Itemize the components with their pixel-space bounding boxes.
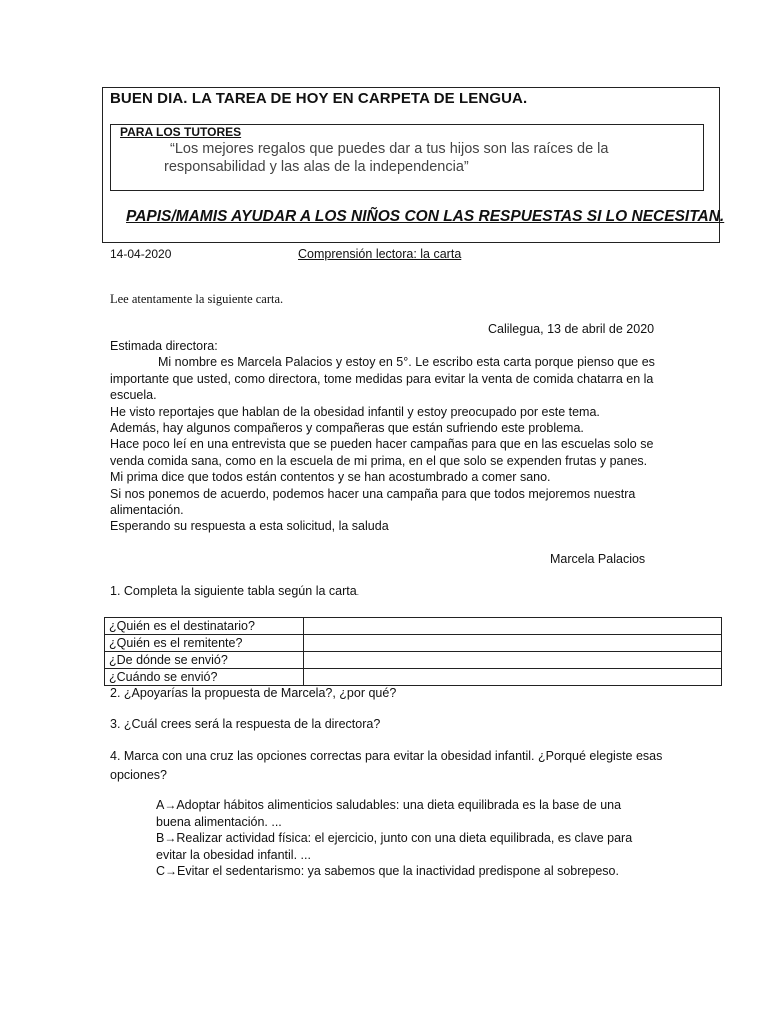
table-question: ¿De dónde se envió? (105, 652, 304, 669)
letter-paragraph: Mi prima dice que todos están contentos y se han acostumbrado a comer sano. (110, 470, 551, 485)
page-title: BUEN DIA. LA TAREA DE HOY EN CARPETA DE LENGUA. (110, 90, 528, 107)
option-text: Realizar actividad física: el ejercicio, junto con una dieta equilibrada, es clave para evitar la obesidad infantil. ... (156, 831, 633, 862)
letter-signature: Marcela Palacios (550, 552, 646, 566)
tutors-quote (164, 140, 684, 176)
table-answer-cell[interactable] (304, 652, 722, 669)
option-text: Evitar el sedentarismo: ya sabemos que la inactividad predispone al sobrepeso. (177, 864, 619, 878)
table-row (105, 669, 722, 686)
table-answer-cell[interactable] (304, 635, 722, 652)
quote-line-1: “Los mejores regalos que puedes dar a tus hijos son las raíces de la (170, 141, 609, 157)
options-list (156, 797, 656, 880)
question-1 (110, 584, 359, 598)
arrow-right-icon: → (165, 864, 178, 878)
option-letter: C (156, 864, 166, 878)
table-question: ¿Cuándo se envió? (105, 669, 304, 686)
table-answer-cell[interactable] (304, 618, 722, 635)
table-question: ¿Quién es el remitente? (105, 635, 304, 652)
letter-paragraph: Mi nombre es Marcela Palacios y estoy en 5°. Le escribo esta carta porque pienso que es importante que usted, como directora, tome medidas para evitar la venta de comida chatarra en la escuela. (110, 355, 655, 403)
date: 14-04-2020 (110, 247, 172, 261)
option-a (156, 797, 656, 830)
instruction: Lee atentamente la siguiente carta. (110, 292, 284, 306)
option-letter: A (156, 798, 165, 812)
table-answer-cell[interactable] (304, 669, 722, 686)
table-question: ¿Quién es el destinatario? (105, 618, 304, 635)
option-text: Adoptar hábitos alimenticios saludables: una dieta equilibrada es la base de una buena alimentación. ... (156, 798, 622, 829)
table-row (105, 635, 722, 652)
letter-greeting: Estimada directora: (110, 339, 218, 353)
answer-table (104, 617, 722, 686)
tutors-label: PARA LOS TUTORES (120, 125, 242, 139)
letter-paragraph: Además, hay algunos compañeros y compañeras que están sufriendo este problema. (110, 421, 584, 436)
parents-note: PAPIS/MAMIS AYUDAR A LOS NIÑOS CON LAS RESPUESTAS SI LO NECESITAN. (126, 208, 725, 225)
letter-paragraph: Esperando su respuesta a esta solicitud, la saluda (110, 519, 389, 534)
letter-paragraph: Si nos ponemos de acuerdo, podemos hacer una campaña para que todos mejoremos nuestra alimentación. (110, 486, 636, 518)
arrow-right-icon: → (164, 798, 177, 812)
option-b (156, 830, 656, 863)
letter-place-date: Calilegua, 13 de abril de 2020 (488, 322, 655, 336)
table-row (105, 652, 722, 669)
question-1-text: 1. Completa la siguiente tabla según la carta (110, 584, 357, 598)
table-row (105, 618, 722, 635)
question-3: 3. ¿Cuál crees será la respuesta de la directora? (110, 717, 381, 731)
question-2: 2. ¿Apoyarías la propuesta de Marcela?, ¿por qué? (110, 686, 397, 700)
question-4: 4. Marca con una cruz las opciones correctas para evitar la obesidad infantil. ¿Porqué elegiste esas opciones? (110, 749, 663, 782)
letter-paragraph: He visto reportajes que hablan de la obesidad infantil y estoy preocupado por este tema. (110, 404, 600, 419)
option-c (156, 863, 656, 880)
letter-body (110, 338, 670, 535)
arrow-right-icon: → (164, 831, 177, 845)
question-1-suffix: . (356, 588, 359, 597)
subject-title: Comprensión lectora: la carta (298, 247, 462, 261)
option-letter: B (156, 831, 165, 845)
letter-paragraph: Hace poco leí en una entrevista que se pueden hacer campañas para que en las escuelas solo se venda comida sana, como en la escuela de mi prima, en el que solo se expenden frutas y panes. (110, 437, 654, 468)
quote-line-2: responsabilidad y las alas de la independencia” (164, 159, 469, 175)
